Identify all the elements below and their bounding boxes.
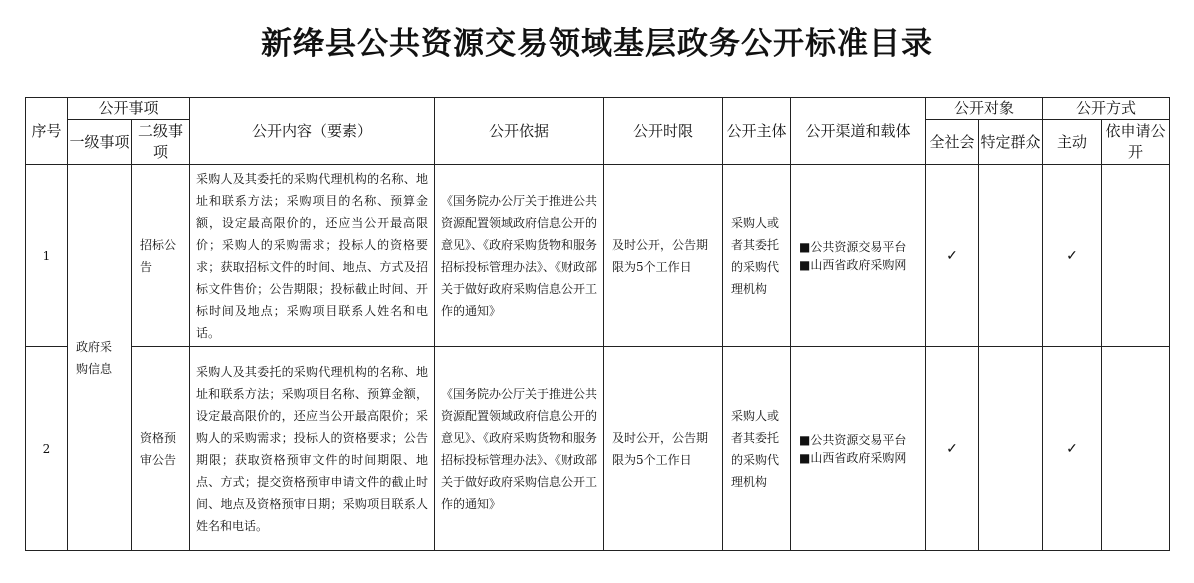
row-basis: 《国务院办公厅关于推进公共资源配置领域政府信息公开的意见》、《政府采购货物和服务招标投标管理办法》、《财政部关于做好政府采购信息公开工作的通知》 [435,347,604,551]
row-basis: 《国务院办公厅关于推进公共资源配置领域政府信息公开的意见》、《政府采购货物和服务招标投标管理办法》、《财政部关于做好政府采购信息公开工作的通知》 [435,165,604,347]
header-level1: 一级事项 [68,120,132,165]
row-content: 采购人及其委托的采购代理机构的名称、地址和联系方法；采购项目名称、预算金额，设定最高限价的，还应当公开最高限价；采购人的采购需求；投标人的资格要求；公告期限；获取资格预审文件的时间期限、地点、方式；提交资格预审申请文件的截止时间、地点及资格预审日期；采购项目联系人姓名和电话。 [190,347,435,551]
header-audience-all: 全社会 [926,120,979,165]
header-audience: 公开对象 [926,98,1043,120]
catalog-table [25,97,1170,551]
row-audience-all: ✓ [926,165,979,347]
header-audience-specific: 特定群众 [979,120,1043,165]
header-public-item: 公开事项 [68,98,190,120]
channel-item: ■山西省政府采购网 [799,257,907,272]
channel-item: ■公共资源交易平台 [799,432,907,447]
row-time-limit: 及时公开，公告期限为5个工作日 [604,347,723,551]
header-seq: 序号 [26,98,68,165]
row-audience-specific [979,347,1043,551]
row-level2: 招标公告 [132,165,190,347]
page-title: 新绛县公共资源交易领域基层政务公开标准目录 [261,26,933,62]
channel-item: ■山西省政府采购网 [799,450,907,465]
header-time-limit: 公开时限 [604,98,723,165]
header-basis: 公开依据 [435,98,604,165]
row-channels [791,165,926,347]
header-method: 公开方式 [1043,98,1170,120]
row-subject: 采购人或者其委托的采购代理机构 [723,165,791,347]
row-method-request [1102,347,1170,551]
row-subject: 采购人或者其委托的采购代理机构 [723,347,791,551]
row-channels [791,347,926,551]
row-method-active: ✓ [1043,165,1102,347]
row-content: 采购人及其委托的采购代理机构的名称、地址和联系方法；采购项目的名称、预算金额，设定最高限价的，还应当公开最高限价；采购人的采购需求；投标人的资格要求；获取招标文件的时间、地点、方式及招标文件售价；公告期限；投标截止时间、开标时间及地点；采购项目联系人姓名和电话。 [190,165,435,347]
channel-item: ■公共资源交易平台 [799,239,907,254]
row-seq: 1 [26,165,68,347]
header-subject: 公开主体 [723,98,791,165]
row-method-active: ✓ [1043,347,1102,551]
header-method-active: 主动 [1043,120,1102,165]
row-seq: 2 [26,347,68,551]
row-level2: 资格预审公告 [132,347,190,551]
level1-item: 政府采购信息 [68,165,132,551]
row-time-limit: 及时公开，公告期限为5个工作日 [604,165,723,347]
row-method-request [1102,165,1170,347]
header-channel: 公开渠道和载体 [791,98,926,165]
row-audience-all: ✓ [926,347,979,551]
table-row [26,347,1170,551]
row-audience-specific [979,165,1043,347]
header-level2: 二级事项 [132,120,190,165]
header-method-request: 依申请公开 [1102,120,1170,165]
header-content: 公开内容（要素） [190,98,435,165]
table-row [26,165,1170,347]
